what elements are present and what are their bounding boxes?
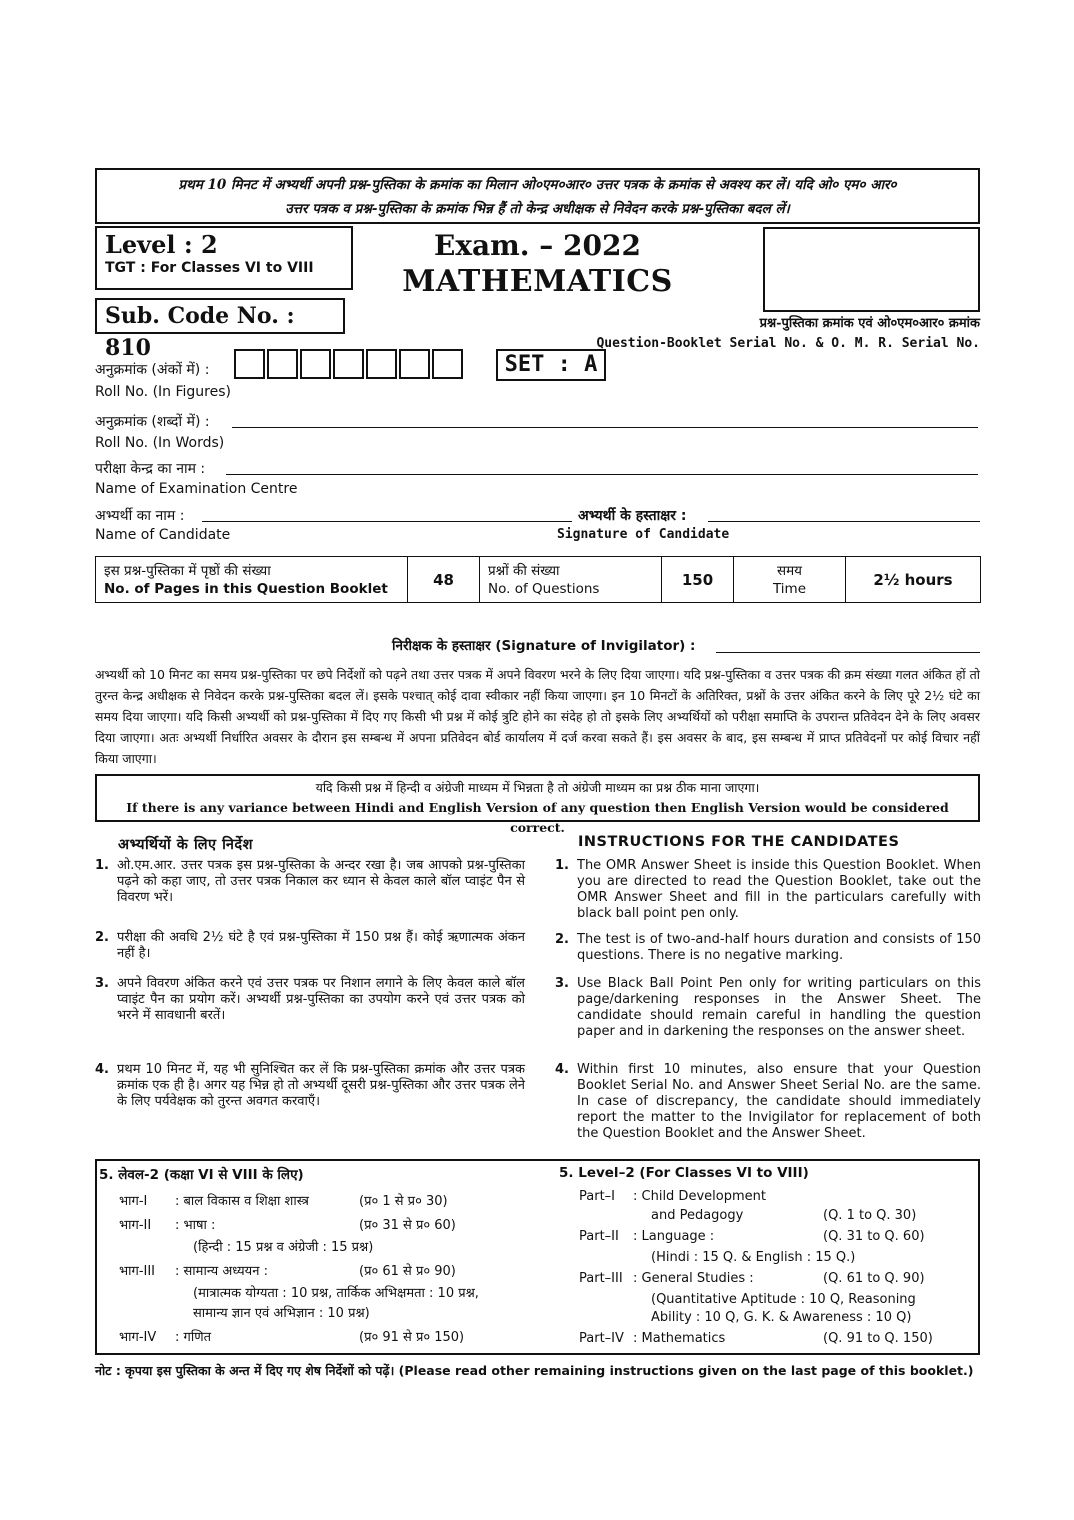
item-text: The OMR Answer Sheet is inside this Question Booklet. When you are directed to read the Question Booklet, take out the OMR Answer Sheet and fill in the particulars carefully with black ball point pen only.	[577, 858, 981, 921]
part-en-2-q: (Q. 31 to Q. 60)	[823, 1229, 925, 1244]
item-text: अपने विवरण अंकित करने एवं उत्तर पत्रक पर निशान लगाने के लिए केवल काले बॉल प्वाइंट पैन का प्रयोग करें। अभ्यर्थी प्रश्न-पुस्तिका का उपयोग करने एवं उत्तर पत्रक को भरने में सावधानी बरतें।	[117, 976, 525, 1023]
item-number: 1.	[95, 858, 109, 873]
item-text: ओ.एम.आर. उत्तर पत्रक इस प्रश्न-पुस्तिका के अन्दर रखा है। जब आपको प्रश्न-पुस्तिका पढ़ने को कहा जाए, तो उत्तर पत्रक निकाल कर ध्यान से केवल काले बॉल प्वाइंट पैन से विवरण भरें।	[117, 858, 525, 905]
part-hi-3-q: (प्र० 61 से प्र० 90)	[359, 1264, 456, 1279]
item-number: 2.	[95, 930, 109, 945]
notice-line-2: उत्तर पत्रक व प्रश्न-पुस्तिका के क्रमांक भिन्न हैं तो केन्द्र अधीक्षक से निवेदन करके प्रश्न-पुस्तिका बदल लें।	[285, 201, 790, 217]
part-hi-1-q: (प्र० 1 से प्र० 30)	[359, 1194, 448, 1209]
top-notice	[95, 168, 980, 224]
questions-label-hi: प्रश्नों की संख्या	[488, 562, 560, 579]
part-hi-1-name: : बाल विकास व शिक्षा शास्त्र	[175, 1194, 309, 1209]
part-hi-2-note: (हिन्दी : 15 प्रश्न व अंग्रेजी : 15 प्रश्न)	[193, 1240, 374, 1255]
centre-label-hi: परीक्षा केन्द्र का नाम :	[95, 461, 206, 477]
exam-year: Exam. – 2022	[434, 229, 641, 262]
roll-cell[interactable]	[432, 349, 463, 379]
part-en-3-label: Part–III	[579, 1271, 623, 1286]
item-text: The test is of two-and-half hours duration and consists of 150 questions. There is no negative marking.	[577, 932, 981, 963]
part-hi-3-label: भाग-III	[119, 1264, 156, 1279]
part-hi-3-note2: सामान्य ज्ञान एवं अभिज्ञान : 10 प्रश्न)	[193, 1306, 370, 1321]
subject-title: MATHEMATICS	[402, 264, 673, 299]
roll-figures-label-hi: अनुक्रमांक (अंकों में) :	[95, 362, 210, 378]
booklet-info-table	[95, 556, 981, 603]
serial-label-english: Question-Booklet Serial No. & O. M. R. Serial No.	[596, 336, 980, 351]
roll-cell[interactable]	[366, 349, 397, 379]
serial-label-hindi: प्रश्न-पुस्तिका क्रमांक एवं ओ०एम०आर० क्रमांक	[759, 316, 980, 331]
roll-words-label-en: Roll No. (In Words)	[95, 435, 225, 451]
item-number: 4.	[95, 1062, 109, 1077]
time-label-hi: समय	[776, 562, 803, 579]
notice-line-1: प्रथम 10 मिनट में अभ्यर्थी अपनी प्रश्न-पुस्तिका के क्रमांक का मिलान ओ०एम०आर० उत्तर पत्रक के क्रमांक से अवश्य कर लें। यदि ओ० एम० आर०	[178, 177, 897, 193]
part-en-2-label: Part–II	[579, 1229, 619, 1244]
roll-words-line[interactable]	[232, 427, 978, 428]
part-en-2-note: (Hindi : 15 Q. & English : 15 Q.)	[651, 1250, 856, 1265]
variance-notice	[95, 774, 980, 835]
parts-en-title: 5. Level–2 (For Classes VI to VIII)	[559, 1165, 809, 1181]
name-label-en: Name of Candidate	[95, 527, 231, 543]
time-cell	[734, 557, 846, 603]
pages-label-en: No. of Pages in this Question Booklet	[104, 580, 388, 597]
instructions-title-hi: अभ्यर्थियों के लिए निर्देश	[118, 837, 253, 853]
footer-note: नोट : कृपया इस पुस्तिका के अन्त में दिए गए शेष निर्देशों को पढ़ें। (Please read other remaining instructions given on the last page of this booklet.)	[95, 1363, 974, 1378]
roll-cell[interactable]	[267, 349, 298, 379]
part-hi-4-q: (प्र० 91 से प्र० 150)	[359, 1330, 465, 1345]
part-hi-2-label: भाग-II	[119, 1218, 152, 1233]
invigilator-line[interactable]	[716, 652, 980, 653]
centre-line[interactable]	[226, 474, 978, 475]
pages-label-hi: इस प्रश्न-पुस्तिका में पृष्ठों की संख्या	[104, 562, 271, 579]
part-en-1-label: Part–I	[579, 1189, 615, 1204]
questions-cell	[480, 557, 662, 603]
serial-number-box	[763, 227, 980, 312]
questions-label-en: No. of Questions	[488, 580, 600, 597]
item-text: Use Black Ball Point Pen only for writing particulars on this page/darkening responses in the Answer Sheet. The candidate should remain careful in handling the question paper and in darkening the responses on the answer sheet.	[577, 976, 981, 1039]
part-en-1-name: : Child Development	[633, 1189, 766, 1204]
item-text: Within first 10 minutes, also ensure that your Question Booklet Serial No. and Answer Sheet Serial No. are the same. In case of discrepancy, the candidate should immediately report the matter to the Invigilator for replacement of both the Question Booklet and the Answer Sheet.	[577, 1062, 981, 1141]
set-label: SET : A	[496, 349, 606, 381]
item-number: 2.	[555, 932, 569, 947]
centre-label-en: Name of Examination Centre	[95, 481, 298, 497]
instructions-title-en: INSTRUCTIONS FOR THE CANDIDATES	[578, 834, 900, 850]
level-subtitle: TGT : For Classes VI to VIII	[105, 260, 314, 276]
part-en-2-name: : Language :	[633, 1229, 715, 1244]
item-number: 1.	[555, 858, 569, 873]
exam-heading	[400, 228, 675, 300]
parts-hi-title: 5. लेवल-2 (कक्षा VI से VIII के लिए)	[99, 1167, 304, 1183]
variance-en: If there is any variance between Hindi and English Version of any question then English Version would be considered correct.	[126, 800, 949, 835]
level-box	[95, 226, 353, 290]
time-value: 2½ hours	[846, 557, 981, 603]
variance-hi: यदि किसी प्रश्न में हिन्दी व अंग्रेजी माध्यम में भिन्नता है तो अंग्रेजी माध्यम का प्रश्न ठीक माना जाएगा।	[315, 780, 760, 795]
roll-number-cells[interactable]	[234, 349, 465, 379]
instructions-en-list	[555, 858, 981, 1158]
part-hi-4-name: : गणित	[175, 1330, 212, 1345]
roll-cell[interactable]	[300, 349, 331, 379]
roll-figures-label-en: Roll No. (In Figures)	[95, 384, 232, 400]
time-label-en: Time	[772, 580, 807, 597]
part-hi-2-name: : भाषा :	[175, 1218, 216, 1233]
roll-cell[interactable]	[399, 349, 430, 379]
invigilator-label: निरीक्षक के हस्ताक्षर (Signature of Invigilator) :	[392, 638, 696, 654]
roll-cell[interactable]	[333, 349, 364, 379]
name-line[interactable]	[202, 521, 572, 522]
sign-label-en: Signature of Candidate	[557, 527, 730, 542]
pages-cell	[96, 557, 408, 603]
questions-value: 150	[662, 557, 734, 603]
instructions-hi-list	[95, 858, 525, 1158]
parts-box	[95, 1159, 980, 1355]
sign-label-hi: अभ्यर्थी के हस्ताक्षर :	[578, 508, 687, 524]
part-hi-1-label: भाग-I	[119, 1194, 148, 1209]
part-en-3-note2: Ability : 10 Q, G. K. & Awareness : 10 Q)	[651, 1310, 912, 1325]
roll-cell[interactable]	[234, 349, 265, 379]
item-text: परीक्षा की अवधि 2½ घंटे है एवं प्रश्न-पुस्तिका में 150 प्रश्न हैं। कोई ऋणात्मक अंकन नहीं है।	[117, 930, 525, 961]
pages-value: 48	[408, 557, 480, 603]
part-en-4-label: Part–IV	[579, 1331, 624, 1346]
part-en-3-q: (Q. 61 to Q. 90)	[823, 1271, 925, 1286]
part-en-1-q: (Q. 1 to Q. 30)	[823, 1208, 917, 1223]
item-number: 4.	[555, 1062, 569, 1077]
name-label-hi: अभ्यर्थी का नाम :	[95, 508, 185, 524]
item-number: 3.	[555, 976, 569, 991]
part-hi-3-name: : सामान्य अध्ययन :	[175, 1264, 268, 1279]
part-hi-2-q: (प्र० 31 से प्र० 60)	[359, 1218, 456, 1233]
part-hi-3-note1: (मात्रात्मक योग्यता : 10 प्रश्न, तार्किक अभिक्षमता : 10 प्रश्न,	[193, 1286, 479, 1301]
item-text: प्रथम 10 मिनट में, यह भी सुनिश्चित कर लें कि प्रश्न-पुस्तिका क्रमांक और उत्तर पत्रक क्रमांक एक ही है। अगर यह भिन्न हो तो अभ्यर्थी दूसरी प्रश्न-पुस्तिका और उत्तर पत्रक लेने के लिए पर्यवेक्षक को तुरन्त अवगत करवाएँ।	[117, 1062, 525, 1109]
item-number: 3.	[95, 976, 109, 991]
part-en-1-name2: and Pedagogy	[651, 1208, 744, 1223]
part-en-4-q: (Q. 91 to Q. 150)	[823, 1331, 933, 1346]
part-hi-4-label: भाग-IV	[119, 1330, 157, 1345]
sign-line[interactable]	[708, 521, 980, 522]
part-en-3-name: : General Studies :	[633, 1271, 754, 1286]
roll-words-label-hi: अनुक्रमांक (शब्दों में) :	[95, 414, 210, 430]
sub-code: Sub. Code No. : 810	[95, 298, 345, 334]
part-en-3-note1: (Quantitative Aptitude : 10 Q, Reasoning	[651, 1292, 916, 1307]
level-title: Level : 2	[105, 230, 218, 259]
part-en-4-name: : Mathematics	[633, 1331, 726, 1346]
hindi-instructions-paragraph: अभ्यर्थी को 10 मिनट का समय प्रश्न-पुस्तिका पर छपे निर्देशों को पढ़ने तथा उत्तर पत्रक में अपने विवरण भरने के लिए दिया जाएगा। यदि प्रश्न-पुस्तिका व उत्तर पत्रक की क्रम संख्या गलत अंकित हों तो तुरन्त केन्द्र अधीक्षक से निवेदन करके प्रश्न-पुस्तिका बदल लें। इसके पश्चात् कोई दावा स्वीकार नहीं किया जाएगा। इन 10 मिनटों के अतिरिक्त, प्रश्नों के उत्तर अंकित करने के लिए पूरे 2½ घंटे का समय दिया जाएगा। यदि किसी अभ्यर्थी को प्रश्न-पुस्तिका में दिए गए किसी भी प्रश्न में कोई त्रुटि होने का संदेह हो तो इसके लिए अभ्यर्थियों को परीक्षा समाप्ति के उपरान्त प्रतिवेदन देने के लिए अवसर दिया जाएगा। अतः अभ्यर्थी निर्धारित अवसर के दौरान इस सम्बन्ध में अपना प्रतिवेदन बोर्ड कार्यालय में दर्ज करवा सकते हैं। इस अवसर के बाद, इस सम्बन्ध में प्राप्त प्रतिवेदनों पर कोई विचार नहीं किया जाएगा।	[95, 667, 980, 766]
